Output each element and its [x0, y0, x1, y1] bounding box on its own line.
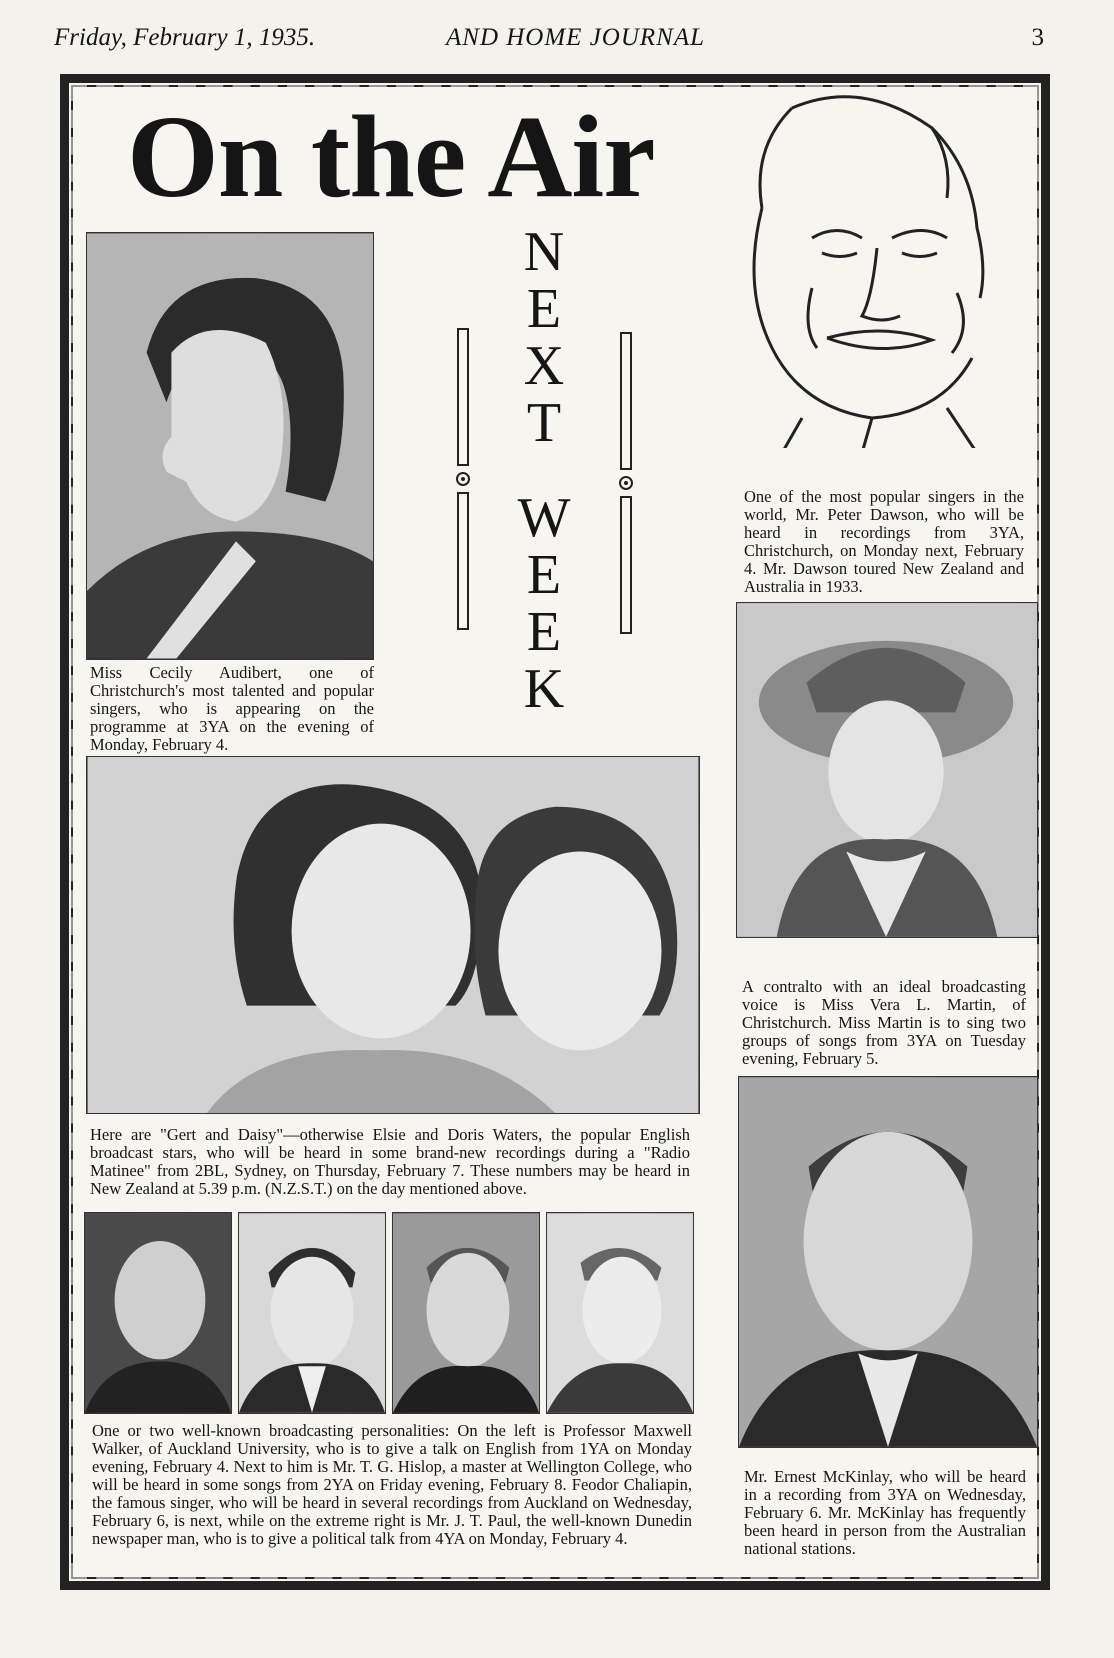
- caption-waters: Here are "Gert and Daisy"—otherwise Elsie and Doris Waters, the popular English broadcast stars, who will be heard in some brand-new recordings during a "Radio Matinee" from 2BL, Sydney, on Thursday, February 7. These numbers may be heard in New Zealand at 5.39 p.m. (N.Z.S.T.) on the day mentioned above.: [90, 1125, 690, 1198]
- ornament-bar: [620, 332, 632, 470]
- header-page-number: 3: [1031, 24, 1044, 51]
- portrait-maxwell-walker: [84, 1212, 232, 1414]
- ornament-dot: [619, 476, 633, 490]
- portrait-jt-paul: [546, 1212, 694, 1414]
- letter: K: [523, 658, 565, 720]
- caption-martin: A contralto with an ideal broadcasting voice is Miss Vera L. Martin, of Christchurch. Miss Martin is to sing two groups of songs from 3YA on Tuesday evening, February 5.: [742, 977, 1026, 1068]
- letter: E: [526, 278, 562, 340]
- portrait-vera-martin: [736, 602, 1038, 938]
- ornament-dot: [456, 472, 470, 486]
- page-title: On the Air: [127, 91, 655, 222]
- letter: N: [523, 221, 565, 283]
- caption-personalities: One or two well-known broadcasting personalities: On the left is Professor Maxwell Walker, of Auckland University, who is to give a talk on English from 1YA on Monday evening, February 4. Next to him is Mr. T. G. Hislop, a master at Wellington College, who will be heard in some songs from 2YA on Friday evening, February 8. Feodor Chaliapin, the famous singer, who will be heard in several recordings from Auckland on Wednesday, February 6, is next, while on the extreme right is Mr. J. T. Paul, the well-known Dunedin newspaper man, who is to give a political talk from 4YA on Monday, February 4.: [92, 1421, 692, 1548]
- next-week-vertical: [512, 221, 576, 720]
- letter: X: [523, 335, 565, 397]
- letter: W: [517, 487, 571, 549]
- caption-mckinlay: Mr. Ernest McKinlay, who will be heard in a recording from 3YA on Wednesday, February 6. Mr. McKinlay has frequently been heard in person from the Australian national stations.: [744, 1467, 1026, 1558]
- ornament-bar: [457, 492, 469, 630]
- header-date: Friday, February 1, 1935.: [54, 24, 316, 51]
- portrait-cecily-audibert: [86, 232, 374, 660]
- ornament-bar: [457, 328, 469, 466]
- caption-audibert: Miss Cecily Audibert, one of Christchurch's most talented and popular singers, who is appearing on the programme at 3YA on the evening of Monday, February 4.: [90, 663, 374, 754]
- caption-dawson: One of the most popular singers in the world, Mr. Peter Dawson, who will be heard in recordings from 3YA, Christchurch, on Monday next, February 4. Mr. Dawson toured New Zealand and Australia in 1933.: [744, 487, 1024, 596]
- portrait-feodor-chaliapin: [392, 1212, 540, 1414]
- photo-elsie-doris-waters: [86, 756, 700, 1114]
- page-header: [54, 24, 1044, 64]
- ornament-bar: [620, 496, 632, 634]
- caricature-peter-dawson: [722, 88, 1002, 448]
- portrait-tg-hislop: [238, 1212, 386, 1414]
- portrait-ernest-mckinlay: [738, 1076, 1038, 1448]
- letter: T: [526, 392, 562, 454]
- letter: E: [526, 544, 562, 606]
- letter: E: [526, 601, 562, 663]
- header-journal-title: AND HOME JOURNAL: [446, 24, 706, 51]
